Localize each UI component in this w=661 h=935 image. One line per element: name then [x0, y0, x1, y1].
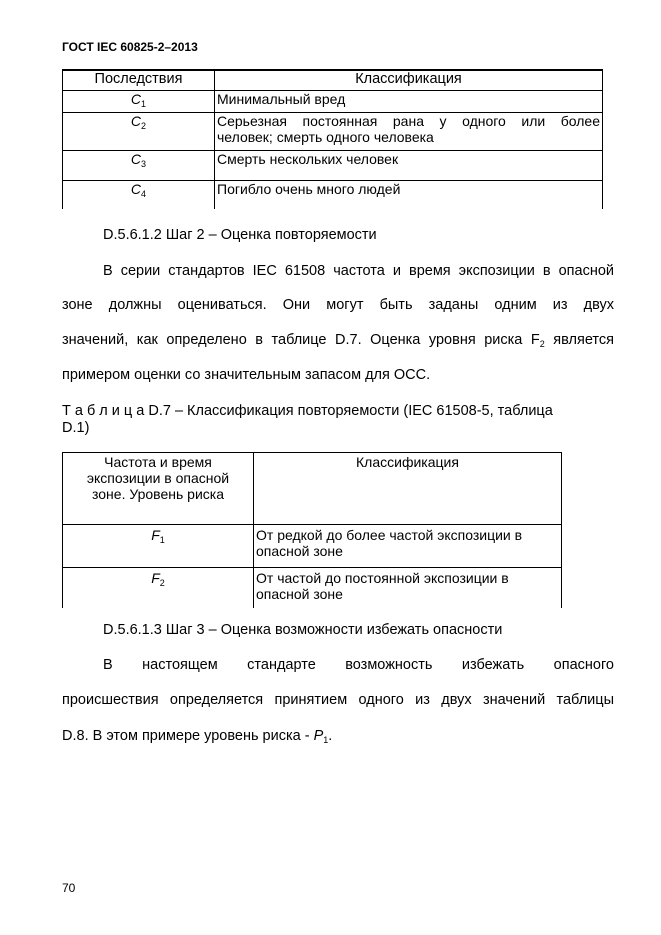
table-row: [63, 113, 603, 151]
column-header: Частота и время экспозиции в опасной зоне. Уровень риска: [63, 453, 254, 525]
column-header: Классификация: [254, 453, 562, 525]
classification-cell: Погибло очень много людей: [215, 181, 603, 210]
consequence-code: $C_3$: [63, 151, 215, 181]
paragraph-line: зоне должны оцениваться. Они могут быть заданы одним из двух: [62, 297, 614, 313]
table-row: [63, 151, 603, 181]
cell-line: Серьезная постоянная рана у одного или более: [217, 113, 600, 129]
paragraph-line: примером оценки со значительным запасом для ОСС.: [62, 367, 431, 383]
consequences-table: [62, 69, 603, 209]
table-row: [63, 525, 562, 568]
document-code: ГОСТ IEC 60825-2–2013: [62, 40, 198, 54]
table-header-row: [63, 453, 562, 525]
classification-cell: От редкой до более частой экспозиции в опасной зоне: [254, 525, 562, 568]
repeatability-table: [62, 452, 562, 608]
cell-line: человек; смерть одного человека: [217, 129, 434, 145]
paragraph-line: D.8. В этом примере уровень риска - $P_1$.: [62, 728, 333, 745]
step2-heading: D.5.6.1.2 Шаг 2 – Оценка повторяемости: [103, 227, 377, 243]
classification-cell: От частой до постоянной экспозиции в опасной зоне: [254, 568, 562, 609]
column-header: Классификация: [215, 70, 603, 91]
table-caption: Т а б л и ц а D.7 – Классификация повторяемости (IEC 61508-5, таблица D.1): [62, 403, 553, 436]
table-row: [63, 181, 603, 210]
consequence-code: $C_1$: [63, 91, 215, 113]
risk-level-code: $F_2$: [63, 568, 254, 609]
classification-cell: Смерть нескольких человек: [215, 151, 603, 181]
consequence-code: $C_4$: [63, 181, 215, 210]
paragraph-line: происшествия определяется принятием одного из двух значений таблицы: [62, 692, 614, 708]
classification-cell: [215, 113, 603, 151]
paragraph-line: значений, как определено в таблице D.7. Оценка уровня риска $F_2$ является: [62, 332, 614, 349]
table-row: [63, 91, 603, 113]
page-number: 70: [62, 881, 76, 895]
column-header: Последствия: [63, 70, 215, 91]
paragraph-line: В настоящем стандарте возможность избежать опасного: [103, 657, 614, 673]
paragraph-line: В серии стандартов IEC 61508 частота и время экспозиции в опасной: [103, 263, 614, 279]
classification-cell: Минимальный вред: [215, 91, 603, 113]
table-row: [63, 568, 562, 609]
table-header-row: [63, 70, 603, 91]
step3-heading: D.5.6.1.3 Шаг 3 – Оценка возможности избежать опасности: [103, 622, 503, 638]
risk-level-code: $F_1$: [63, 525, 254, 568]
consequence-code: $C_2$: [63, 113, 215, 151]
